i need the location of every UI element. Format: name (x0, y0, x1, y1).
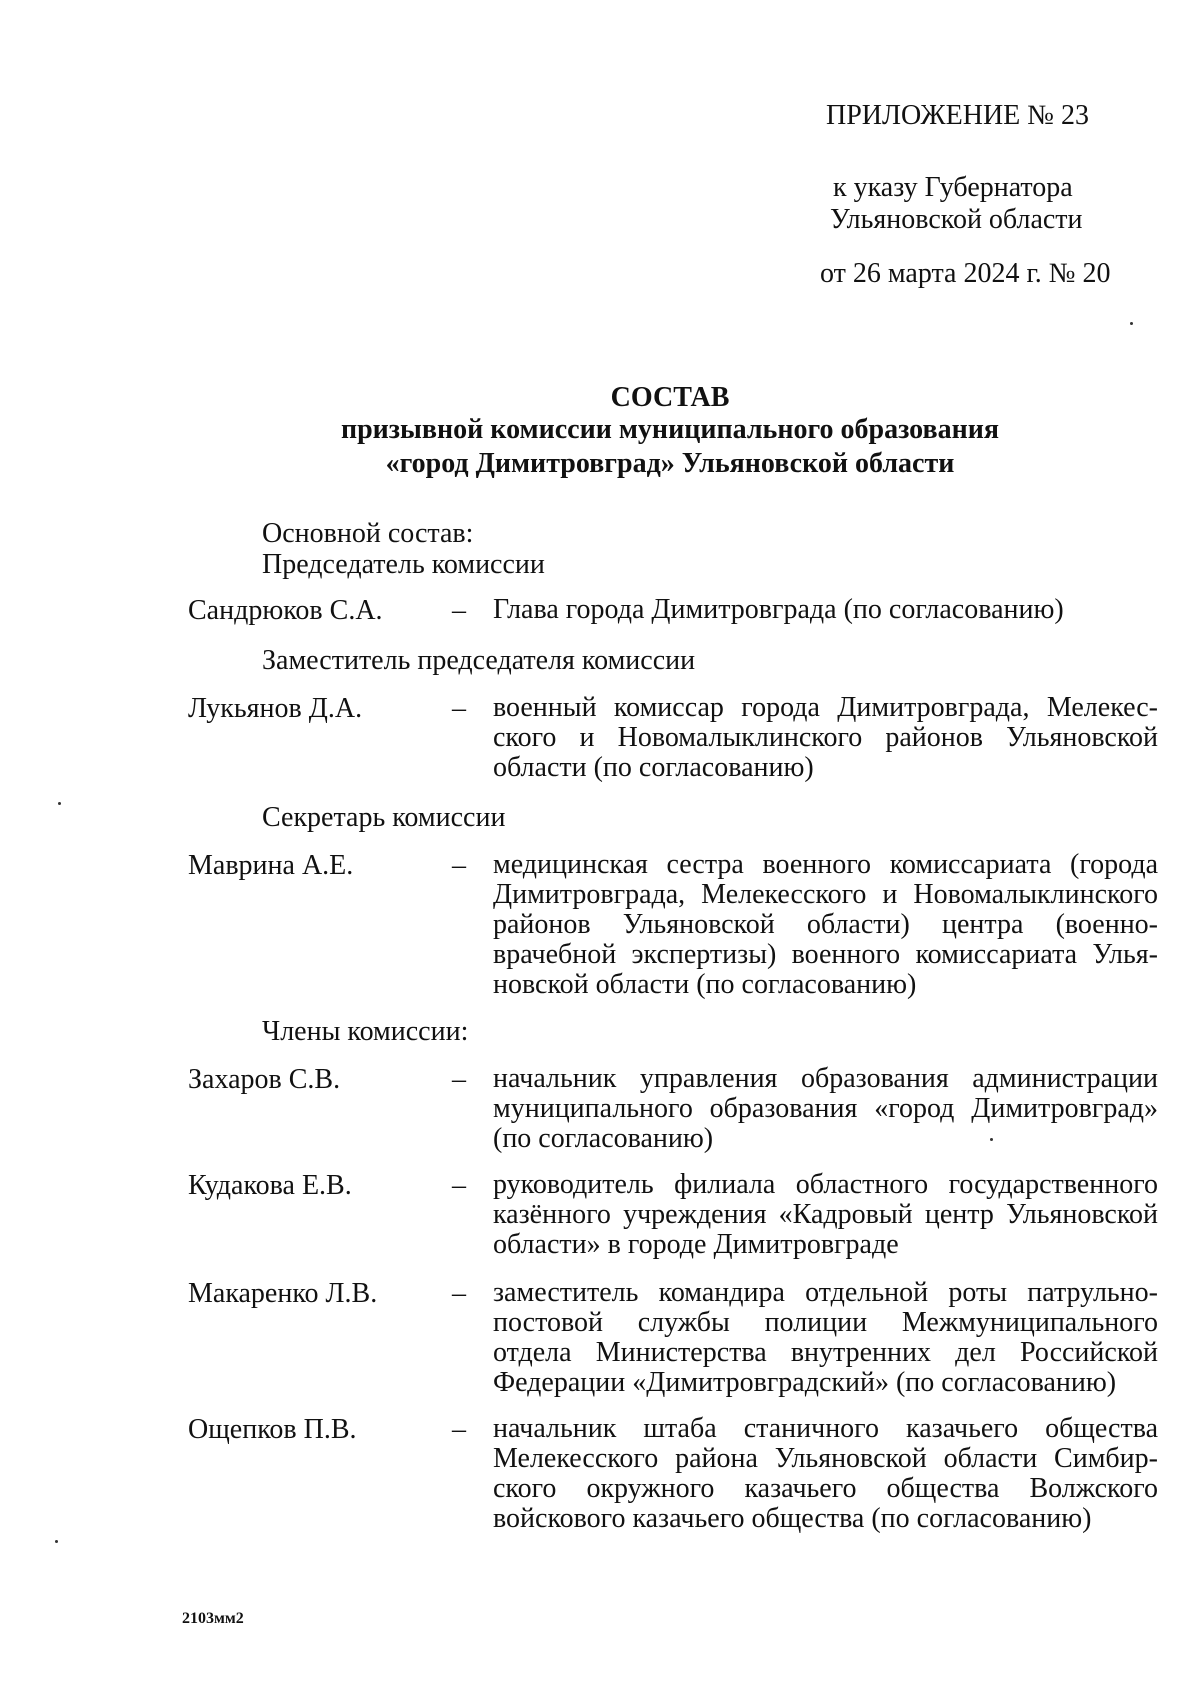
scan-speck (55, 1540, 58, 1543)
document-title: СОСТАВ (610, 382, 730, 413)
title-line2: «город Димитровград» Ульяновской области (385, 448, 955, 479)
member-name: Сандрюков С.А. (188, 595, 383, 626)
member-name: Ощепков П.В. (188, 1414, 357, 1445)
member-name: Макаренко Л.В. (188, 1278, 378, 1309)
separator-dash: – (452, 693, 466, 724)
member-name: Маврина А.Е. (188, 850, 354, 881)
section-chairman: Председатель комиссии (262, 549, 545, 580)
separator-dash: – (452, 1170, 466, 1201)
separator-dash: – (452, 595, 466, 626)
member-role: Глава города Димитровграда (по согласованию) (493, 594, 1064, 625)
separator-dash: – (452, 850, 466, 881)
document-code: 2103мм2 (182, 1610, 244, 1627)
member-role: начальник управления образования администрации муниципального образования «город Димитровград» (по согласованию) (493, 1063, 1158, 1154)
title-line1: призывной комиссии муниципального образования (340, 414, 1000, 445)
member-name: Лукьянов Д.А. (188, 693, 363, 724)
separator-dash: – (452, 1064, 466, 1095)
member-role: заместитель командира отдельной роты патрульно-постовой службы полиции Межмуниципального отдела Министерства внутренних дел Российской Федерации «Димитровградский» (по согласованию) (493, 1277, 1158, 1398)
member-role: военный комиссар города Димитровграда, Мелекесского и Новомалыклинского районов Ульяновской области (по согласованию) (493, 692, 1158, 783)
section-secretary: Секретарь комиссии (262, 802, 506, 833)
scan-speck (1130, 322, 1133, 325)
member-name: Захаров С.В. (188, 1064, 341, 1095)
appendix-number: ПРИЛОЖЕНИЕ № 23 (826, 100, 1089, 131)
member-role: начальник штаба станичного казачьего общества Мелекесского района Ульяновской области Симбирского окружного казачьего общества Волжского войскового казачьего общества (по согласованию) (493, 1413, 1158, 1534)
scan-speck (58, 802, 61, 805)
separator-dash: – (452, 1278, 466, 1309)
decree-date: от 26 марта 2024 г. № 20 (820, 258, 1111, 289)
member-role: медицинская сестра военного комиссариата (города Димитровграда, Мелекесского и Новомалыклинского районов Ульяновской области) центра (военно-врачебной экспертизы) военного комиссариата Ульяновской области (по согласованию) (493, 849, 1158, 1000)
section-main-composition: Основной состав: (262, 518, 474, 549)
member-name: Кудакова Е.В. (188, 1170, 352, 1201)
scan-speck (990, 1138, 993, 1141)
section-members: Члены комиссии: (262, 1016, 469, 1047)
section-deputy: Заместитель председателя комиссии (262, 645, 696, 676)
member-role: руководитель филиала областного государственного казённого учреждения «Кадровый центр Ульяновской области» в городе Димитровграде (493, 1169, 1158, 1260)
decree-reference-line2: Ульяновской области (830, 204, 1083, 235)
separator-dash: – (452, 1414, 466, 1445)
decree-reference-line1: к указу Губернатора (833, 172, 1073, 203)
